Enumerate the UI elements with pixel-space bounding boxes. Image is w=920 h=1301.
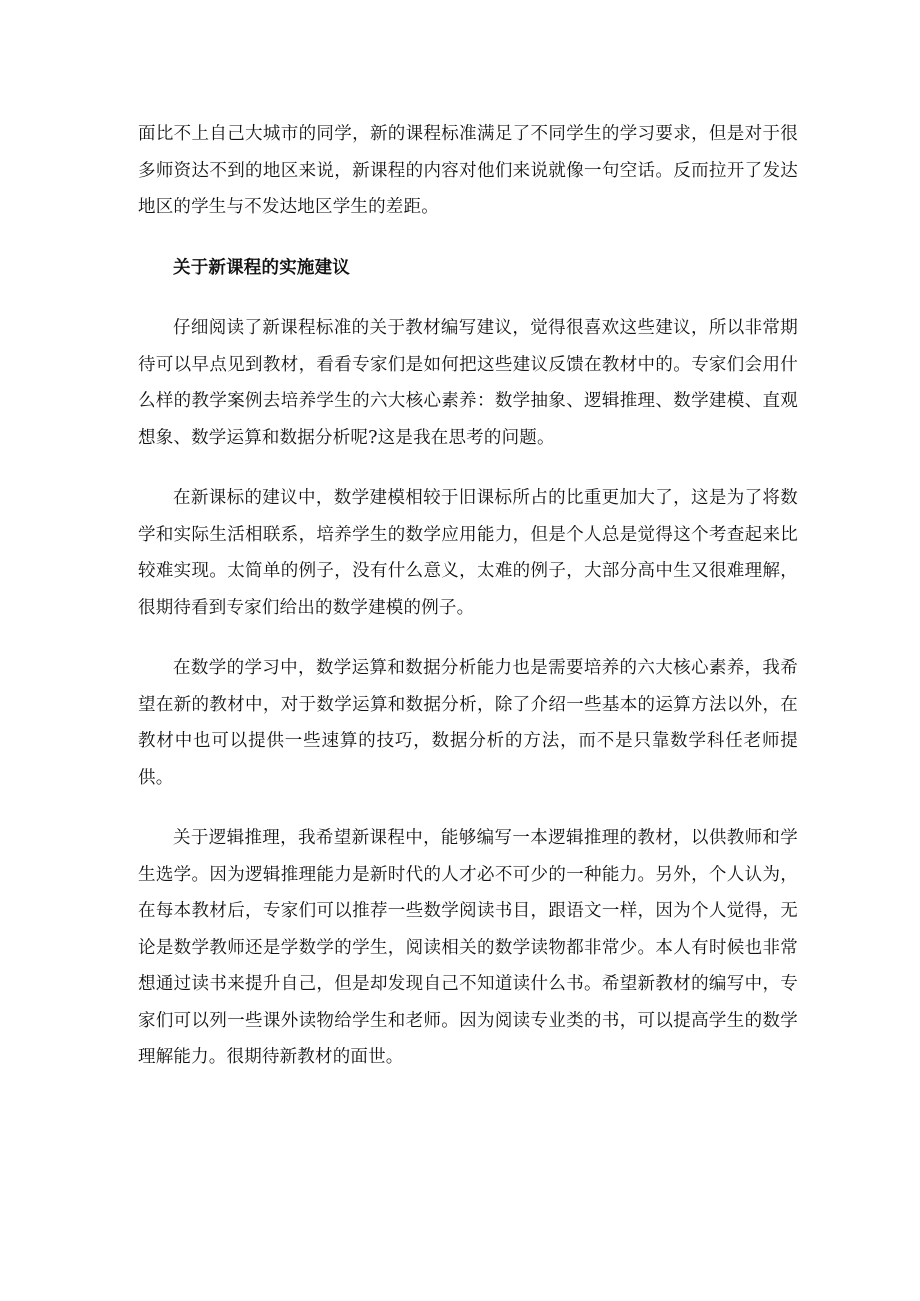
paragraph-textbook-suggestions: 仔细阅读了新课程标准的关于教材编写建议，觉得很喜欢这些建议，所以非常期待可以早点见到教材，看看专家们是如何把这些建议反馈在教材中的。专家们会用什么样的教学案例去培养学生的六大核心素养：数学抽象、逻辑推理、数学建模、直观想象、数学运算和数据分析呢?这是我在思考的问题。 [138,318,798,448]
paragraph-computation: 在数学的学习中，数学运算和数据分析能力也是需要培养的六大核心素养，我希望在新的教材中，对于数学运算和数据分析，除了介绍一些基本的运算方法以外，在教材中也可以提供一些速算的技巧，数据分析的方法，而不是只靠数学科任老师提供。 [138,658,798,788]
paragraph-continuation: 面比不上自己大城市的同学，新的课程标准满足了不同学生的学习要求，但是对于很多师资达不到的地区来说，新课程的内容对他们来说就像一句空话。反而拉开了发达地区的学生与不发达地区学生的差距。 [138,124,798,217]
section-heading: 关于新课程的实施建议 [173,257,350,278]
paragraph-modeling: 在新课标的建议中，数学建模相较于旧课标所占的比重更加大了，这是为了将数学和实际生活相联系，培养学生的数学应用能力，但是个人总是觉得这个考查起来比较难实现。太简单的例子，没有什么意义，太难的例子，大部分高中生又很难理解，很期待看到专家们给出的数学建模的例子。 [138,488,798,618]
paragraph-logic-reading: 关于逻辑推理，我希望新课程中，能够编写一本逻辑推理的教材，以供教师和学生选学。因为逻辑推理能力是新时代的人才必不可少的一种能力。另外，个人认为，在每本教材后，专家们可以推荐一些数学阅读书目，跟语文一样，因为个人觉得，无论是数学教师还是学数学的学生，阅读相关的数学读物都非常少。本人有时候也非常想通过读书来提升自己，但是却发现自己不知道读什么书。希望新教材的编写中，专家们可以列一些课外读物给学生和老师。因为阅读专业类的书，可以提高学生的数学理解能力。很期待新教材的面世。 [138,828,798,1067]
document-body [138,116,798,1100]
